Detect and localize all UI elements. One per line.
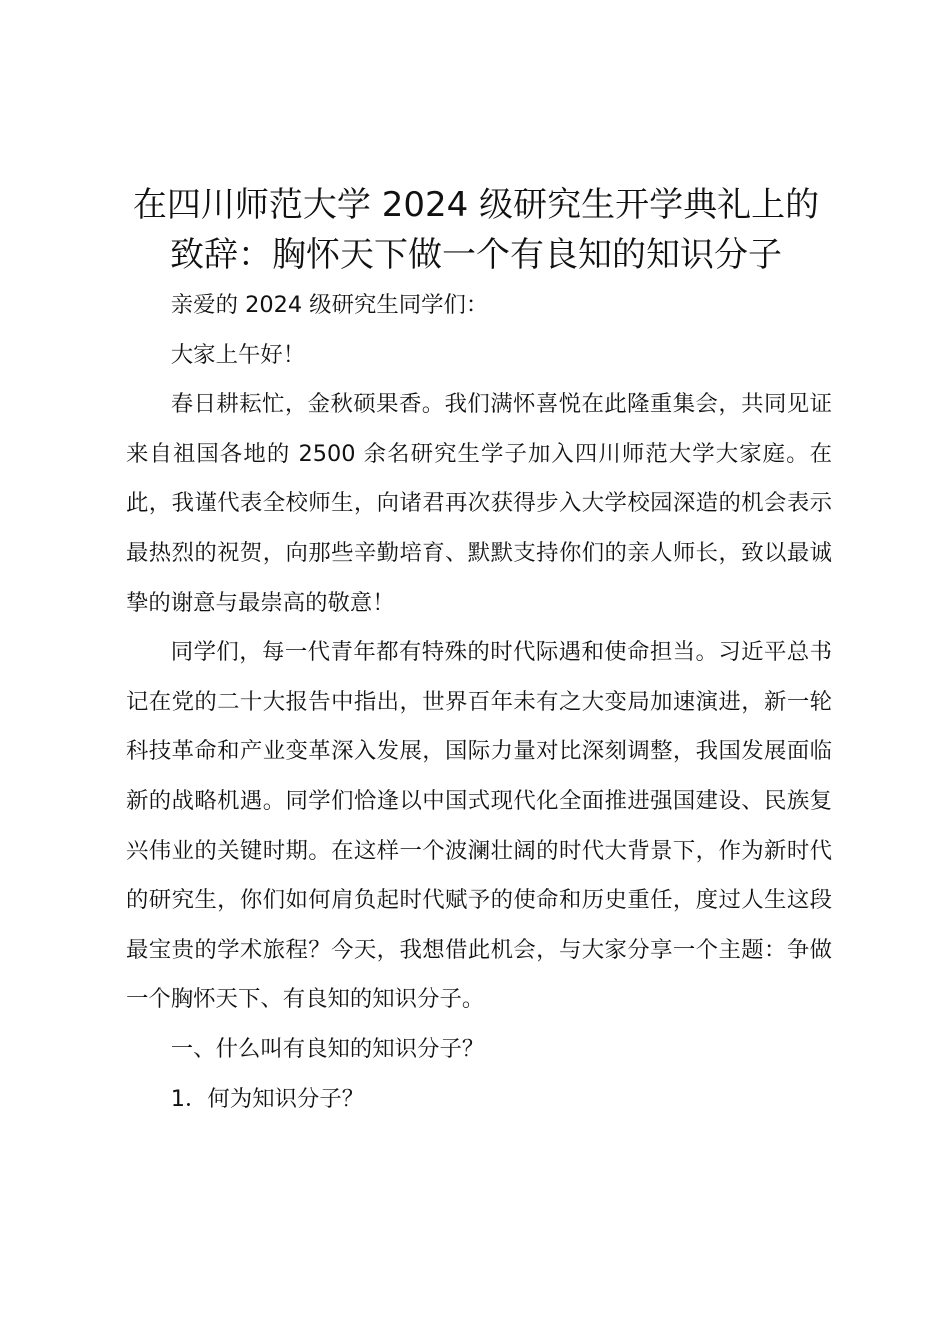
section-heading: 一、什么叫有良知的知识分子？ bbox=[170, 1035, 485, 1062]
title-line-1: 在四川师范大学 2024 级研究生开学典礼上的 bbox=[132, 185, 820, 225]
title-line-2: 致辞：胸怀天下做一个有良知的知识分子 bbox=[170, 235, 782, 275]
body-paragraph-1: 春日耕耘忙，金秋硕果香。我们满怀喜悦在此隆重集会，共同见证来自祖国各地的 2500 余名研究生学子加入四川师范大学大家庭。在此，我谨代表全校师生，向诸君再次获得步入大学校园深造的机会表示最热烈的祝贺，向那些辛勤培育、默默支持你们的亲人师长，致以最诚挚的谢意与最崇高的敬意！ bbox=[126, 391, 832, 616]
greeting: 大家上午好！ bbox=[170, 341, 306, 368]
subsection-heading: 1．何为知识分子？ bbox=[170, 1085, 365, 1112]
salutation: 亲爱的 2024 级研究生同学们： bbox=[170, 292, 489, 318]
document-title bbox=[120, 180, 832, 280]
body-paragraph-2: 同学们，每一代青年都有特殊的时代际遇和使命担当。习近平总书记在党的二十大报告中指出，世界百年未有之大变局加速演进，新一轮科技革命和产业变革深入发展，国际力量对比深刻调整，我国发展面临新的战略机遇。同学们恰逢以中国式现代化全面推进强国建设、民族复兴伟业的关键时期。在这样一个波澜壮阔的时代大背景下，作为新时代的研究生，你们如何肩负起时代赋予的使命和历史重任，度过人生这段最宝贵的学术旅程？今天，我想借此机会，与大家分享一个主题：争做一个胸怀天下、有良知的知识分子。 bbox=[126, 639, 832, 1013]
document-body bbox=[126, 281, 832, 1124]
